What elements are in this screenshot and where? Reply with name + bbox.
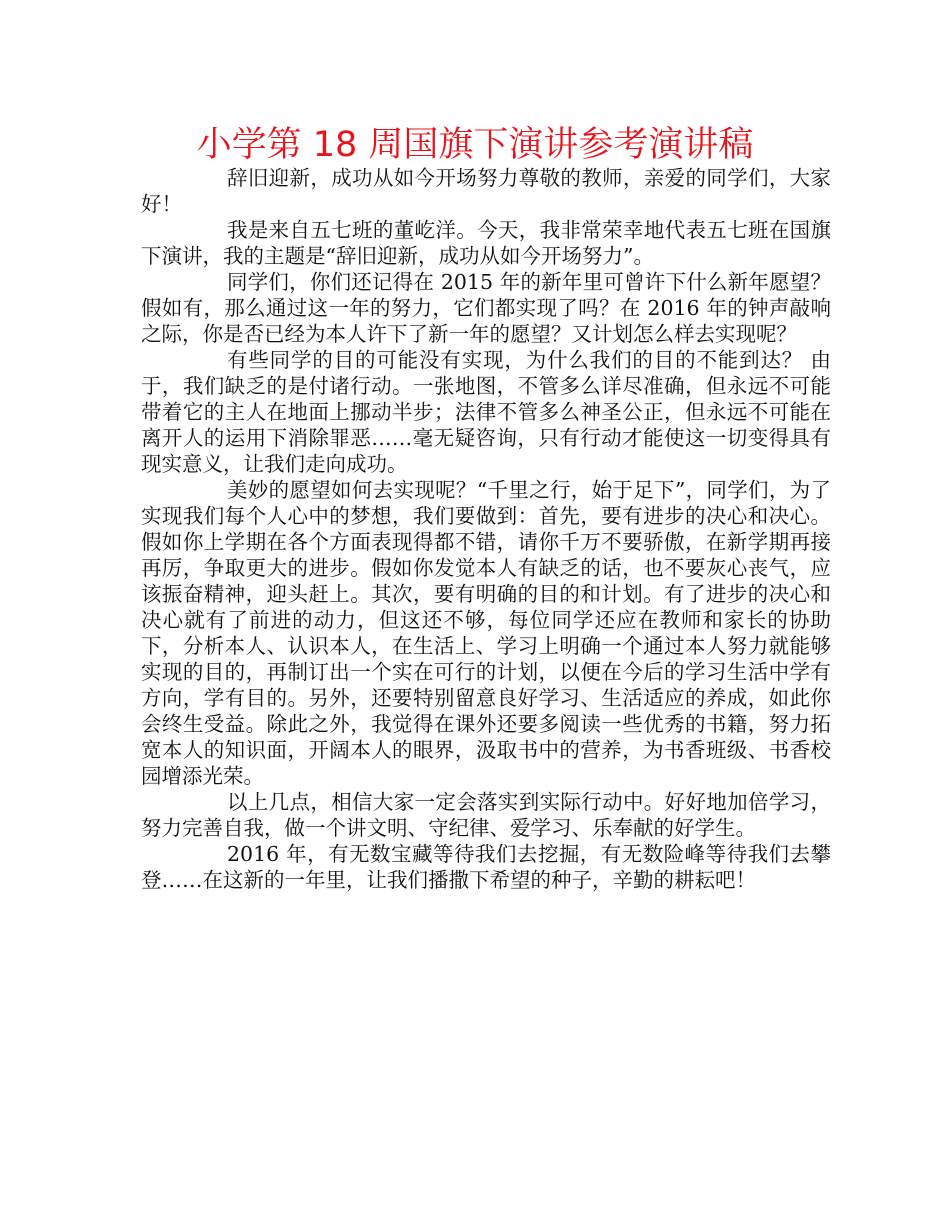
paragraph-action: 有些同学的目的可能没有实现，为什么我们的目的不能到达？ 由于，我们缺乏的是付诸行动。一张地图，不管多么详尽准确，但永远不可能带着它的主人在地面上挪动半步；法律不管多么神圣公正，但永远不可能在离开人的运用下消除罪恶……毫无疑咨询，只有行动才能使这一切变得具有现实意义，让我们走向成功。	[141, 348, 831, 476]
document-body	[141, 165, 831, 893]
paragraph-closing: 2016 年，有无数宝藏等待我们去挖掘，有无数险峰等待我们去攀登……在这新的一年里，让我们播撒下希望的种子，辛勤的耕耘吧！	[141, 842, 831, 892]
document-title: 小学第 18 周国旗下演讲参考演讲稿	[196, 125, 754, 165]
paragraph-introduction: 我是来自五七班的董屹洋。今天，我非常荣幸地代表五七班在国旗下演讲，我的主题是“辞旧迎新，成功从如今开场努力”。	[141, 218, 831, 268]
paragraph-new-year-wishes: 同学们，你们还记得在 2015 年的新年里可曾许下什么新年愿望？假如有，那么通过这一年的努力，它们都实现了吗？在 2016 年的钟声敲响之际，你是否已经为本人许下了新一年的愿望？又计划怎么样去实现呢？	[141, 270, 831, 346]
paragraph-summary: 以上几点，相信大家一定会落实到实际行动中。好好地加倍学习，努力完善自我，做一个讲文明、守纪律、爱学习、乐奉献的好学生。	[141, 790, 831, 840]
paragraph-how-to-achieve: 美妙的愿望如何去实现呢？“千里之行，始于足下”，同学们，为了实现我们每个人心中的梦想，我们要做到：首先，要有进步的决心和决心。假如你上学期在各个方面表现得都不错，请你千万不要骄傲，在新学期再接再厉，争取更大的进步。假如你发觉本人有缺乏的话，也不要灰心丧气，应该振奋精神，迎头赶上。其次，要有明确的目的和计划。有了进步的决心和决心就有了前进的动力，但这还不够，每位同学还应在教师和家长的协助下，分析本人、认识本人，在生活上、学习上明确一个通过本人努力就能够实现的目的，再制订出一个实在可行的计划，以便在今后的学习生活中学有方向，学有目的。另外，还要特别留意良好学习、生活适应的养成，如此你会终生受益。除此之外，我觉得在课外还要多阅读一些优秀的书籍，努力拓宽本人的知识面，开阔本人的眼界，汲取书中的营养，为书香班级、书香校园增添光荣。	[141, 478, 831, 788]
paragraph-greeting: 辞旧迎新，成功从如今开场努力尊敬的教师，亲爱的同学们，大家好！	[141, 166, 831, 216]
